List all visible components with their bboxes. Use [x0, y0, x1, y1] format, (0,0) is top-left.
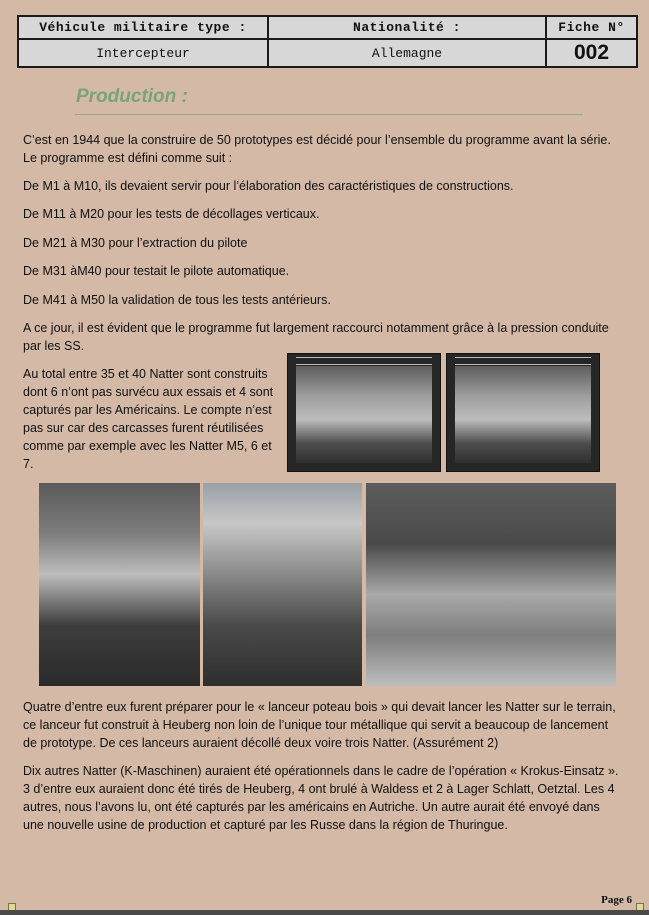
photo-content — [296, 366, 432, 463]
photo-rocket-nozzles — [203, 483, 362, 686]
photo-natter-archive-1 — [287, 353, 441, 472]
paragraph-krokus-einsatz: Dix autres Natter (K-Maschinen) auraient été opérationnels dans le cadre de l’opération « Krokus-Einsatz ». 3 d’entre eux auraient donc été tirés de Heuberg, 4 ont brulé à Waldess et 2 à Lager Schlatt, Oetztal. Les 4 autres, nous l’avons lu, ont été capturés par les américains en Autriche. Un autre aurait été envoyé dans une nouvelle usine de production et capturé par les Russe dans la région de Thuringue. — [23, 764, 619, 832]
paragraph-m11-m20: De M11 à M20 pour les tests de décollages verticaux. — [23, 207, 320, 221]
paragraph-program-shortened: A ce jour, il est évident que le programme fut largement raccourci notamment grâce à la pression conduite par les SS. — [23, 321, 609, 353]
sheet-number-value: 002 — [573, 41, 610, 64]
title-divider — [75, 114, 583, 115]
photo-natter-archive-2 — [446, 353, 600, 472]
paragraph-launcher: Quatre d’entre eux furent préparer pour le « lanceur poteau bois » qui devait lancer les Natter sur le terrain, ce lanceur fut construit à Heuberg non loin de l’unique tour métallique qui servit a beaucoup de lancement de prototype. De ces lanceurs auraient décollé deux voire trois Natter. (Assurément 2) — [23, 700, 616, 750]
paragraph-total-built: Au total entre 35 et 40 Natter sont construits dont 6 n’ont pas survécu aux essais et 4 sont capturés par les Américains. Le compte n’est pas sur car des carcasses furent réutilisées comme par exemple avec les Natter M5, 6 et 7. — [23, 367, 274, 471]
section-title: Production : — [76, 86, 188, 107]
photo-trailer-transport — [366, 483, 616, 686]
vehicle-type-label: Véhicule militaire type : — [19, 17, 269, 40]
info-table — [17, 15, 638, 68]
nationality-label: Nationalité : — [269, 17, 547, 40]
paragraph-intro: C’est en 1944 que la construire de 50 prototypes est décidé pour l’ensemble du programme avant la série. Le programme est défini comme suit : — [23, 133, 611, 165]
paragraph-m21-m30: De M21 à M30 pour l’extraction du pilote — [23, 236, 248, 250]
photo-caption-strip — [296, 357, 432, 365]
bottom-bar — [0, 910, 649, 915]
photo-caption-strip — [455, 357, 591, 365]
photo-content — [455, 366, 591, 463]
paragraph-m1-m10: De M1 à M10, ils devaient servir pour l’élaboration des caractéristiques de constructions. — [23, 179, 514, 193]
vehicle-type-value: Intercepteur — [19, 40, 269, 66]
nationality-value: Allemagne — [269, 40, 547, 66]
page-number: Page 6 — [601, 894, 632, 906]
photo-soldiers-wreck — [39, 483, 200, 686]
sheet-number-label: Fiche N° — [547, 17, 636, 40]
paragraph-m31-m40: De M31 àM40 pour testait le pilote automatique. — [23, 264, 290, 278]
paragraph-m41-m50: De M41 à M50 la validation de tous les tests antérieurs. — [23, 293, 331, 307]
